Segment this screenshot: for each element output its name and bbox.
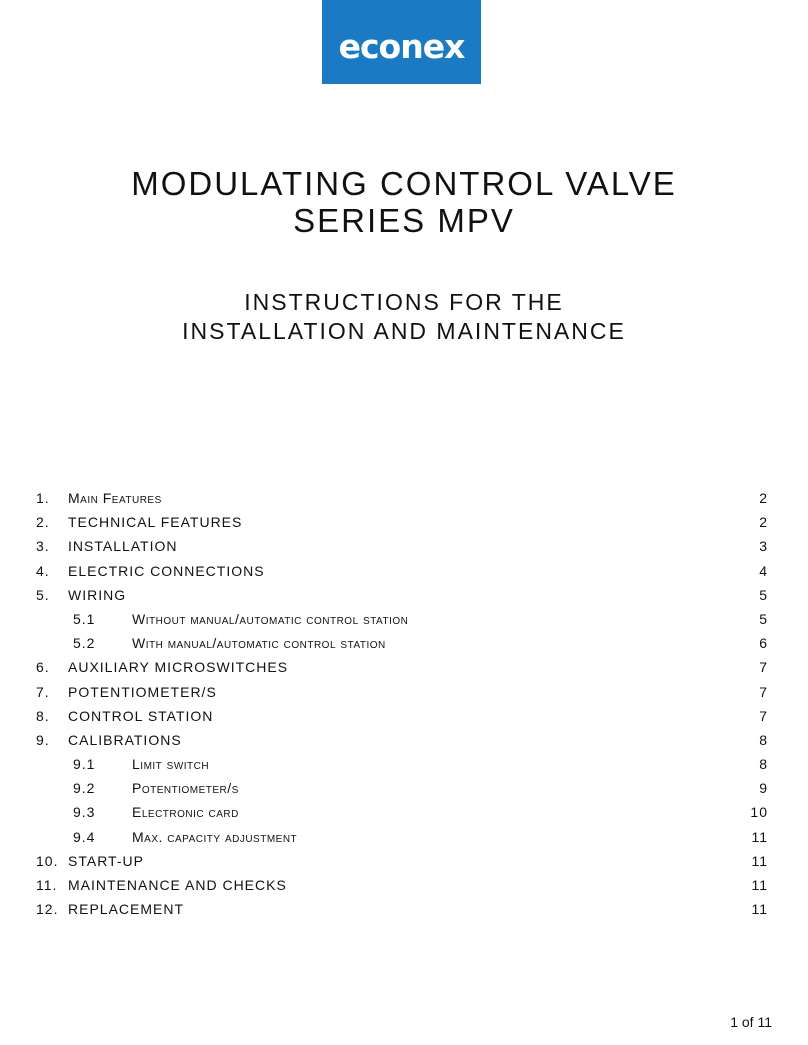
page-number: 1 of 11 [730, 1014, 772, 1030]
toc-entry-number: 9.2 [73, 780, 96, 797]
document-subtitle-line2: INSTALLATION AND MAINTENANCE [182, 318, 626, 344]
econex-logo [322, 0, 481, 84]
toc-entry[interactable] [0, 850, 808, 874]
toc-entry-page: 11 [751, 877, 768, 893]
toc-entry-page: 2 [759, 514, 768, 531]
toc-entry-page: 4 [759, 562, 768, 579]
toc-entry-number: 3. [36, 538, 50, 555]
toc-entry-page: 7 [759, 659, 768, 676]
toc-entry[interactable] [0, 584, 808, 608]
toc-entry-page: 10 [750, 804, 768, 821]
toc-entry-number: 6. [36, 659, 50, 676]
toc-entry[interactable] [0, 535, 808, 559]
toc-entry-title: WIRING [68, 586, 127, 603]
toc-entry-page: 8 [759, 756, 768, 773]
toc-entry-number: 2. [36, 514, 50, 531]
toc-entry-page: 9 [759, 780, 768, 797]
toc-entry[interactable] [0, 632, 808, 656]
toc-entry-number: 4. [36, 562, 50, 579]
toc-entry-page: 8 [759, 731, 768, 748]
toc-entry-number: 5. [36, 586, 50, 603]
toc-entry-title: Potentiometer/s [132, 780, 239, 797]
toc-entry-page: 11 [751, 828, 768, 845]
toc-entry-title: REPLACEMENT [68, 901, 185, 918]
toc-entry-number: 5.2 [73, 635, 96, 652]
table-of-contents [0, 487, 808, 922]
toc-entry[interactable] [0, 729, 808, 753]
toc-entry-page: 6 [759, 635, 768, 652]
toc-entry[interactable] [0, 681, 808, 705]
toc-entry-title: AUXILIARY MICROSWITCHES [68, 659, 289, 676]
toc-entry-title: Without manual/automatic control station [132, 610, 409, 627]
toc-entry-page: 7 [759, 707, 768, 724]
toc-entry[interactable] [0, 874, 808, 898]
toc-entry[interactable] [0, 801, 808, 825]
toc-entry-title: CALIBRATIONS [68, 731, 182, 748]
toc-entry-number: 1. [36, 490, 50, 506]
toc-entry-page: 11 [751, 852, 768, 869]
toc-entry-number: 7. [36, 683, 50, 700]
toc-entry-title: ELECTRIC CONNECTIONS [68, 562, 265, 579]
toc-entry[interactable] [0, 705, 808, 729]
logo-text: econex [338, 26, 465, 66]
toc-entry[interactable] [0, 560, 808, 584]
toc-entry-number: 10. [36, 852, 59, 869]
toc-entry-title: START-UP [68, 852, 144, 869]
toc-entry[interactable] [0, 777, 808, 801]
toc-entry-title: CONTROL STATION [68, 707, 214, 724]
toc-entry-title: MAINTENANCE AND CHECKS [68, 877, 287, 893]
toc-entry-page: 7 [759, 683, 768, 700]
toc-entry-number: 12. [36, 901, 59, 918]
toc-entry-number: 9.1 [73, 756, 96, 773]
toc-entry-number: 5.1 [73, 610, 96, 627]
toc-entry-page: 2 [759, 490, 768, 506]
toc-entry-title: INSTALLATION [68, 538, 178, 555]
toc-entry-title: TECHNICAL FEATURES [68, 514, 243, 531]
toc-entry-number: 8. [36, 707, 50, 724]
toc-entry-page: 3 [759, 538, 768, 555]
document-title-line2: SERIES MPV [293, 202, 515, 239]
document-subtitle-line1: INSTRUCTIONS FOR THE [244, 289, 564, 315]
toc-entry-title: Max. capacity adjustment [132, 828, 298, 845]
toc-entry-title: POTENTIOMETER/S [68, 683, 217, 700]
document-title-line1: MODULATING CONTROL VALVE [131, 165, 677, 202]
toc-entry-number: 9.3 [73, 804, 96, 821]
toc-entry-title: Limit switch [132, 756, 210, 773]
toc-entry-title: Main Features [68, 490, 162, 506]
toc-entry-title: Electronic card [132, 804, 239, 821]
toc-entry[interactable] [0, 487, 808, 511]
toc-entry[interactable] [0, 656, 808, 680]
toc-entry-page: 5 [759, 586, 768, 603]
toc-entry[interactable] [0, 898, 808, 922]
toc-entry-title: With manual/automatic control station [132, 635, 386, 652]
toc-entry-page: 11 [751, 901, 768, 918]
toc-entry[interactable] [0, 511, 808, 535]
toc-entry-number: 9.4 [73, 828, 96, 845]
toc-entry[interactable] [0, 753, 808, 777]
toc-entry[interactable] [0, 608, 808, 632]
toc-entry-page: 5 [759, 610, 768, 627]
toc-entry[interactable] [0, 826, 808, 850]
toc-entry-number: 11. [36, 877, 58, 893]
toc-entry-number: 9. [36, 731, 50, 748]
